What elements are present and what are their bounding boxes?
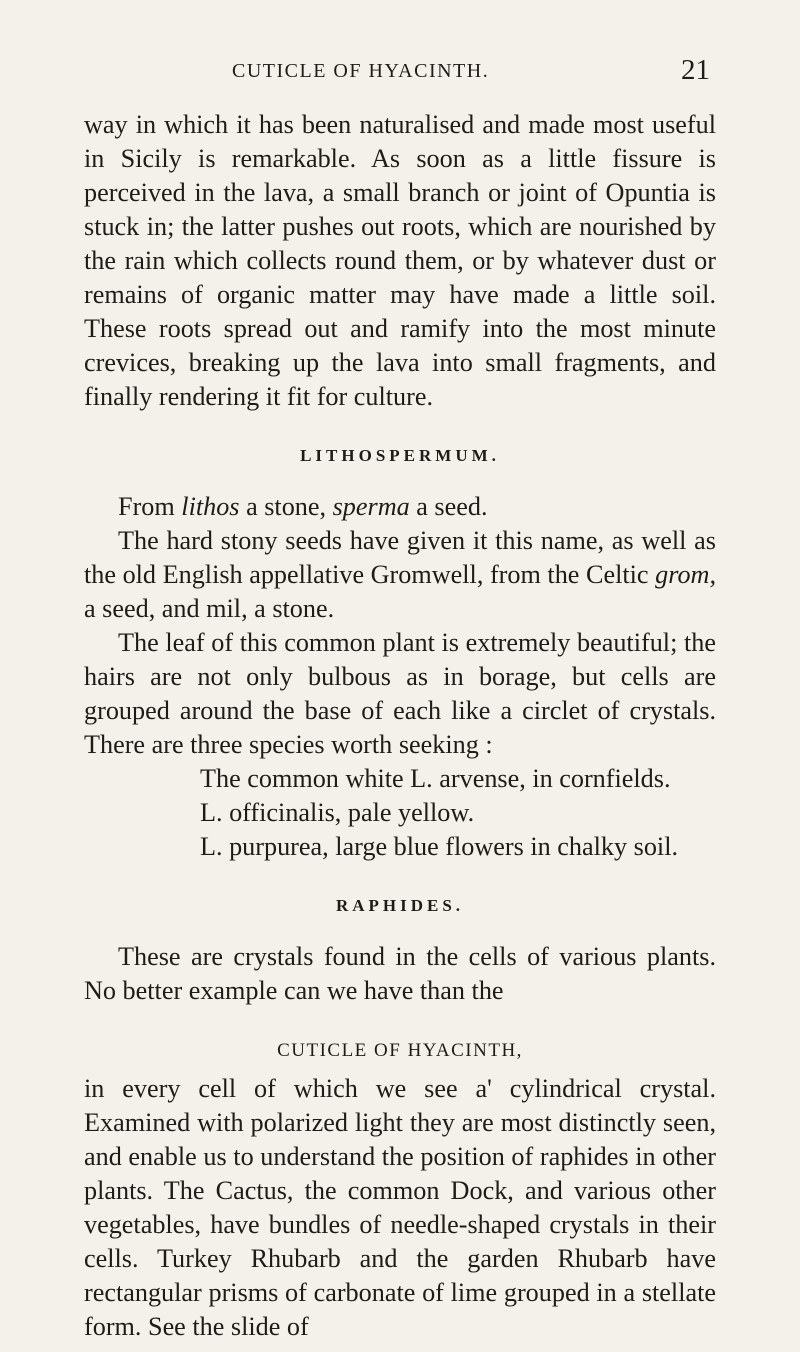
opening-paragraph: way in which it has been naturalised and made most useful in Sicily is remarkable. As soon as a little fissure is perceived in the lava, a small branch or joint of Opuntia is stuck in; the latter pushes out roots, which are nourished by the rain which collects round them, or by whatever dust or remains of organic matter may have made a little soil. These roots spread out and ramify into the most minute crevices, breaking up the lava into small fragments, and finally rendering it fit for culture. — [84, 110, 716, 411]
section-heading-lithospermum: LITHOSPERMUM. — [300, 446, 500, 465]
page-content — [84, 108, 716, 1344]
species-item-purpurea: L. purpurea, large blue flowers in chalky soil. — [200, 832, 679, 861]
etymology-suffix: a seed. — [409, 492, 488, 521]
section-heading-raphides: RAPHIDES. — [335, 896, 465, 915]
grom-term: grom, — [655, 560, 716, 589]
raphides-intro: These are crystals found in the cells of various plants. No better example can we have than the — [84, 942, 716, 1005]
etymology-middle: a stone, — [239, 492, 333, 521]
species-item-officinalis: L. officinalis, pale yellow. — [200, 798, 475, 827]
species-list — [84, 762, 716, 864]
lithospermum-name-note — [84, 524, 716, 626]
subheading-cuticle-of-hyacinth: CUTICLE OF HYACINTH, — [277, 1040, 523, 1061]
lithospermum-etymology — [84, 490, 716, 524]
lithospermum-description: The leaf of this common plant is extremely beautiful; the hairs are not only bulbous as in borage, but cells are grouped around the base of each like a circlet of crystals. There are three species worth seeking : — [84, 628, 716, 759]
name-note-suffix: a seed, and mil, a stone. — [84, 594, 335, 623]
etymology-prefix: From — [118, 492, 182, 521]
sperma-term: sperma — [332, 492, 410, 521]
running-head: CUTICLE OF HYACINTH. — [232, 60, 490, 82]
name-note-prefix: The hard stony seeds have given it this name, as well as the old English appellative Gromwell, from the Celtic — [84, 526, 716, 589]
species-item-arvense: The common white L. arvense, in cornfields. — [200, 764, 671, 793]
raphides-body: in every cell of which we see a' cylindrical crystal. Examined with polarized light they are most distinctly seen, and enable us to understand the position of raphides in other plants. The Cactus, the common Dock, and various other vegetables, have bundles of needle-shaped crystals in their cells. Turkey Rhubarb and the garden Rhubarb have rectangular prisms of carbonate of lime grouped in a stellate form. See the slide of — [84, 1074, 716, 1341]
lithos-term: lithos — [181, 492, 240, 521]
page-number: 21 — [681, 54, 710, 86]
